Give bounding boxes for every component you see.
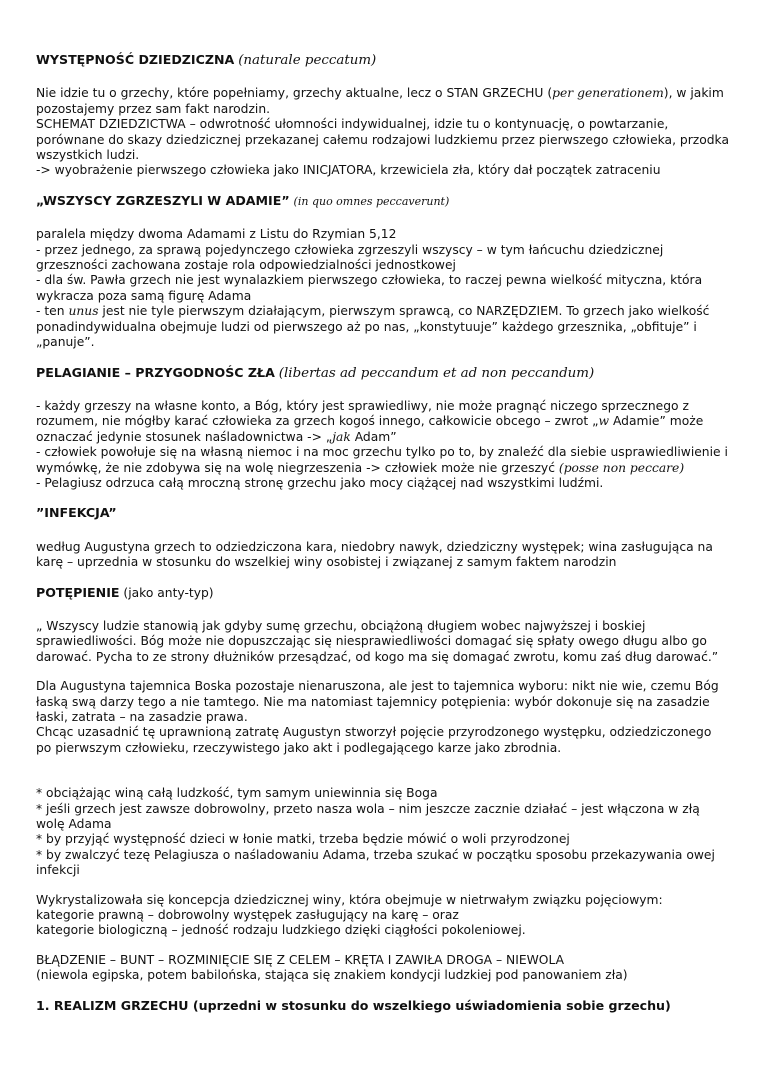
heading-text: PELAGIANIE – PRZYGODNOŚC ZŁA: [36, 364, 275, 380]
paragraph: - dla św. Pawła grzech nie jest wynalazkiem pierwszego człowieka, to raczej pewna wielkość mityczna, która wykracza poza samą figurę Adama: [36, 273, 703, 303]
list-item: * obciążając winą całą ludzkość, tym samym uniewinnia się Boga: [36, 786, 438, 801]
section-heading-hereditary-sinfulness: [36, 52, 730, 68]
section-heading-pelagians: [36, 365, 730, 381]
paragraph: - Pelagiusz odrzuca całą mroczną stronę grzechu jako mocy ciążącej nad wszystkimi ludźmi.: [36, 475, 604, 490]
heading-text: ”INFEKCJA”: [36, 505, 117, 521]
paragraph: [36, 399, 730, 445]
latin-phrase: unus: [68, 304, 99, 319]
paragraph: - przez jednego, za sprawą pojedynczego człowieka zgrzeszyli wszyscy – w tym łańcuchu dziedzicznej grzeszności zachowana zostaje rola odpowiedzialności jednostkowej: [36, 242, 664, 273]
bullet-list: [36, 786, 730, 878]
list-item: * jeśli grzech jest zawsze dobrowolny, przeto nasza wola – nim jeszcze zacznie działać – jest włączona w złą wolę Adama: [36, 801, 700, 832]
paragraph: (niewola egipska, potem babilońska, stająca się znakiem kondycji ludzkiej pod panowaniem zła): [36, 968, 628, 983]
text-run: - ten: [36, 304, 69, 319]
paragraph: kategorie prawną – dobrowolny występek zasługujący na karę – oraz: [36, 908, 459, 923]
section-heading-all-sinned-in-adam: [36, 193, 730, 209]
paragraph: Chcąc uzasadnić tę uprawnioną zatratę Augustyn stworzył pojęcie przyrodzonego występku, odziedziczonego po pierwszym człowieku, rzeczywistego jako akt i podlegającego karze jako zbrodnia.: [36, 725, 712, 755]
text-run: jest nie tyle pierwszym działającym, pierwszym sprawcą, co NARZĘDZIEM. To grzech jako wielkość ponadindywidualna obejmuje ludzi od pierwszego aż po nas, „konstytuuje” każdego grzesznika, „obfituje” i „panuje”.: [36, 304, 710, 350]
section-heading-realism-of-sin: 1. REALIZM GRZECHU (uprzedni w stosunku do wszelkiego uświadomienia sobie grzechu): [36, 997, 671, 1013]
text-run: Nie idzie tu o grzechy, które popełniamy, grzechy aktualne, lecz o STAN GRZECHU (: [36, 86, 553, 101]
text-run: Adam”: [350, 429, 397, 444]
paragraph: Wykrystalizowała się koncepcja dziedzicznej winy, która obejmuje w nietrwałym związku pojęciowym:: [36, 892, 663, 907]
paragraph: Dla Augustyna tajemnica Boska pozostaje nienaruszona, ale jest to tajemnica wyboru: nikt nie wie, czemu Bóg łaską swą darzy tego a nie tamtego. Nie ma natomiast tajemnicy potępienia: wybór dokonuje się na zasadzie łaski, zatrata – na zasadzie prawa.: [36, 679, 719, 724]
text-run: Adamie” może oznaczać jedynie stosunek naśladownictwa -> „: [36, 414, 704, 444]
paragraph: [36, 86, 730, 117]
quote-paragraph: „ Wszyscy ludzie stanowią jak gdyby sumę grzechu, obciążoną długiem wobec najwyższej i boskiej sprawiedliwości. Bóg może nie dopuszczając się niesprawiedliwości domagać się spłaty owego długu albo go darować. Pycha to ze strony dłużników przesądzać, od kogo ma się domagać zwrotu, komu zaś dług darować.”: [36, 618, 719, 664]
paragraph: SCHEMAT DZIEDZICTWA – odwrotność ułomności indywidualnej, idzie tu o kontynuację, o powtarzanie, porównane do skazy dziedzicznej przekazanej całemu rodzajowi ludzkiemu przez pierwszego człowieka, przodka wszystkich ludzi.: [36, 117, 729, 163]
document-page: [36, 52, 730, 1013]
heading-latin: (in quo omnes peccaverunt): [293, 194, 450, 208]
list-item: * by zwalczyć tezę Pelagiusza o naśladowaniu Adama, trzeba szukać w początku sposobu przekazywania owej infekcji: [36, 847, 715, 878]
latin-phrase: per generationem: [552, 86, 664, 101]
paragraph: BŁĄDZENIE – BUNT – ROZMINIĘCIE SIĘ Z CELEM – KRĘTA I ZAWIŁA DROGA – NIEWOLA: [36, 952, 565, 967]
wandering-block: [36, 953, 730, 984]
paragraph: według Augustyna grzech to odziedziczona kara, niedobry nawyk, dziedziczny występek; wina zasługująca na karę – uprzednia w stosunku do wszelkiej winy osobistej i związanej z samym faktem narodzin: [36, 539, 713, 570]
heading-text: WYSTĘPNOŚĆ DZIEDZICZNA: [36, 52, 235, 67]
paragraph: [36, 304, 730, 350]
heading-latin: (naturale peccatum): [238, 53, 377, 68]
section-heading-infection: [36, 505, 730, 521]
text-run: - każdy grzeszy na własne konto, a Bóg, który jest sprawiedliwy, nie może pragnąć niczego sprzecznego z rozumem, nie mógłby karać człowieka za grzech kogoś innego, całkowicie obcego – zwrot „: [36, 398, 689, 429]
heading-suffix: (jako anty-typ): [119, 585, 214, 600]
latin-phrase: w: [598, 414, 610, 429]
paragraph: [36, 445, 730, 476]
text-run: - człowiek powołuje się na własną niemoc i na moc grzechu tylko po to, by znaleźć dla siebie usprawiedliwienie i wymówkę, że nie zdobywa się na wolę niegrzeszenia -> człowiek może nie grzeszyć: [36, 445, 728, 475]
text-run: ), w jakim pozostajemy przez sam fakt narodzin.: [36, 86, 724, 116]
heading-text: POTĘPIENIE: [36, 584, 120, 600]
heading-text: „WSZYSCY ZGRZESZYLI W ADAMIE”: [36, 192, 290, 208]
paragraph: -> wyobrażenie pierwszego człowieka jako INICJATORA, krzewiciela zła, który dał początek zatraceniu: [36, 163, 661, 178]
list-item: * by przyjąć występność dzieci w łonie matki, trzeba będzie mówić o woli przyrodzonej: [36, 832, 570, 847]
paragraph: paralela między dwoma Adamami z Listu do Rzymian 5,12: [36, 227, 397, 242]
section-heading-damnation: [36, 585, 730, 601]
conclusion-block: [36, 893, 730, 939]
latin-phrase: (posse non peccare): [558, 460, 685, 475]
latin-phrase: jak: [332, 429, 351, 444]
heading-latin: (libertas ad peccandum et ad non peccandum): [278, 365, 595, 381]
paragraph: kategorie biologiczną – jedność rodzaju ludzkiego dzięki ciągłości pokoleniowej.: [36, 923, 526, 938]
